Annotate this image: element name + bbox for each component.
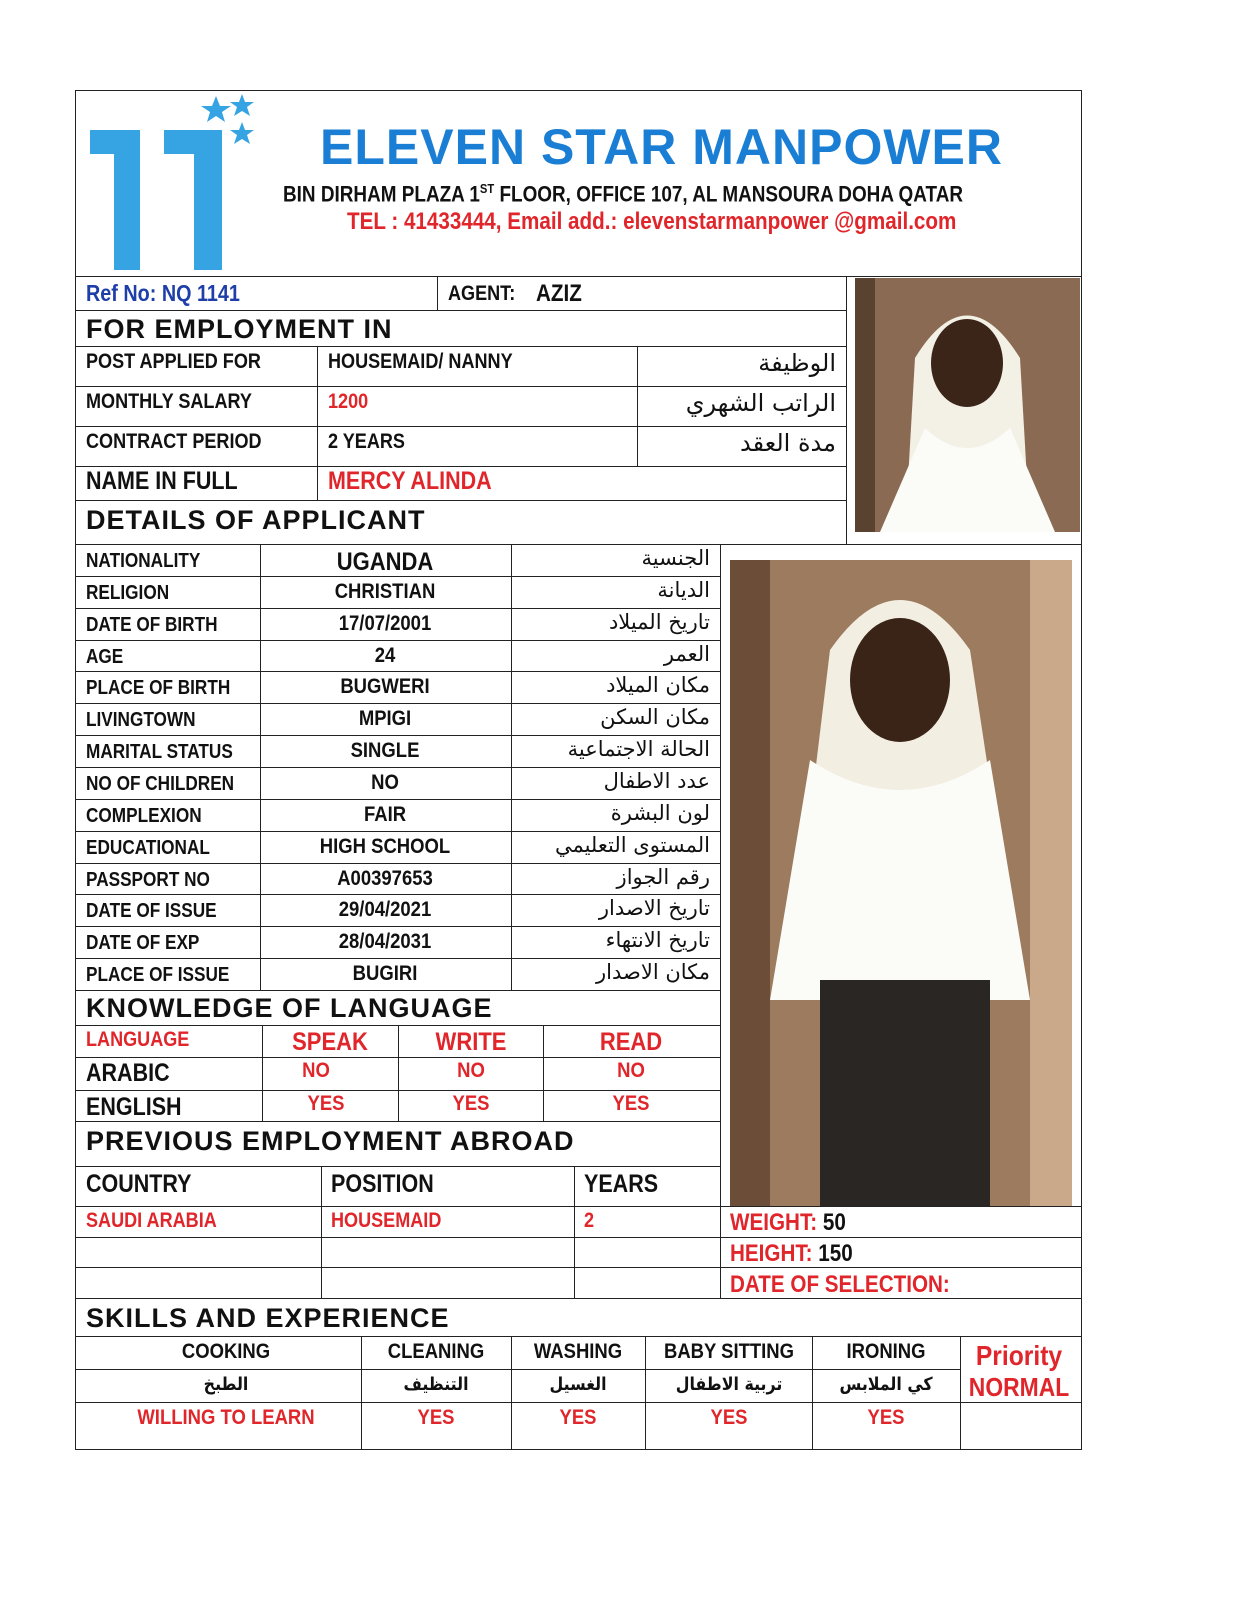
employment-arabic: مدة العقد: [740, 429, 836, 457]
skill-value: YES: [417, 1406, 455, 1429]
detail-value: SINGLE: [350, 739, 420, 763]
employment-value: HOUSEMAID/ NANNY: [328, 350, 513, 373]
detail-arabic: الجنسية: [641, 546, 710, 570]
detail-value: 28/04/2031: [338, 930, 432, 954]
detail-value: UGANDA: [336, 548, 434, 576]
detail-label: NO OF CHILDREN: [86, 773, 235, 795]
detail-value: HIGH SCHOOL: [319, 834, 451, 858]
priority-label: Priority: [975, 1340, 1063, 1371]
detail-arabic: الديانة: [657, 577, 710, 602]
row-divider: [75, 831, 720, 832]
detail-label: AGE: [86, 645, 124, 668]
detail-value: FAIR: [363, 802, 407, 826]
detail-label: RELIGION: [86, 581, 170, 604]
skill-name: BABY SITTING: [663, 1340, 794, 1363]
agent-value: AZIZ: [536, 280, 582, 307]
prev-position: HOUSEMAID: [331, 1209, 442, 1232]
detail-label: DATE OF ISSUE: [86, 900, 217, 923]
employment-label: CONTRACT PERIOD: [86, 430, 262, 453]
employment-label: POST APPLIED FOR: [86, 350, 261, 373]
prev-country: SAUDI ARABIA: [86, 1209, 217, 1232]
detail-label: PLACE OF BIRTH: [86, 677, 231, 700]
row-divider: [75, 386, 846, 387]
name-in-full-label: NAME IN FULL: [86, 467, 238, 495]
row-divider: [75, 576, 720, 577]
skill-name: CLEANING: [387, 1340, 485, 1363]
skill-value: WILLING TO LEARN: [137, 1406, 315, 1429]
applicant-name: MERCY ALINDA: [328, 467, 492, 495]
arabic-speak: NO: [302, 1059, 330, 1082]
header-divider: [75, 276, 1082, 277]
col-divider: [645, 1336, 646, 1450]
employment-label: MONTHLY SALARY: [86, 390, 252, 413]
skills-heading: SKILLS AND EXPERIENCE: [86, 1303, 450, 1333]
read-col-header: READ: [599, 1028, 663, 1056]
detail-arabic: مكان الميلاد: [606, 673, 710, 698]
prev-years: 2: [584, 1209, 595, 1232]
col-divider: [361, 1336, 362, 1450]
row-divider: [75, 863, 720, 864]
detail-label: COMPLEXION: [86, 804, 202, 827]
detail-label: DATE OF BIRTH: [86, 613, 218, 636]
star-icon: [230, 122, 254, 144]
detail-value: BUGWERI: [340, 675, 430, 699]
skill-value: YES: [867, 1406, 905, 1429]
logo-graphic: [84, 94, 264, 272]
detail-value: 17/07/2001: [338, 611, 432, 635]
detail-label: MARITAL STATUS: [86, 741, 233, 764]
row-divider: [75, 426, 846, 427]
english-write: YES: [452, 1092, 490, 1115]
company-name: ELEVEN STAR MANPOWER: [320, 119, 1003, 175]
detail-arabic: تاريخ الميلاد: [608, 609, 710, 634]
date-of-selection: DATE OF SELECTION:: [730, 1271, 950, 1298]
skill-value: YES: [710, 1406, 747, 1429]
company-contact: TEL : 41433444, Email add.: elevenstarmanpower @gmail.com: [347, 208, 957, 235]
detail-arabic: العمر: [663, 641, 710, 666]
ref-number: Ref No: NQ 1141: [86, 280, 240, 306]
arabic-read: NO: [617, 1059, 645, 1082]
priority-value: NORMAL: [968, 1372, 1070, 1402]
row-divider: [75, 703, 720, 704]
row-divider: [75, 767, 720, 768]
detail-arabic: رقم الجواز: [616, 864, 710, 889]
skill-name: WASHING: [533, 1340, 623, 1363]
skill-name: IRONING: [846, 1340, 926, 1363]
detail-label: NATIONALITY: [86, 550, 201, 572]
detail-arabic: لون البشرة: [610, 800, 710, 825]
skill-arabic: الغسيل: [549, 1374, 607, 1395]
detail-label: PASSPORT NO: [86, 868, 210, 891]
detail-value: 24: [374, 643, 396, 667]
detail-value: MPIGI: [358, 707, 412, 731]
english-speak: YES: [307, 1092, 345, 1115]
row-divider: [75, 894, 720, 895]
detail-label: EDUCATIONAL: [86, 836, 210, 859]
language-english: ENGLISH: [86, 1093, 182, 1121]
details-heading: DETAILS OF APPLICANT: [86, 505, 426, 535]
detail-value: A00397653: [337, 866, 433, 890]
write-col-header: WRITE: [435, 1028, 507, 1056]
row-divider: [75, 799, 720, 800]
detail-value: NO: [371, 771, 399, 794]
star-icon: [230, 94, 254, 116]
detail-arabic: عدد الاطفال: [603, 769, 710, 793]
col-divider: [812, 1336, 813, 1450]
col-divider: [960, 1336, 961, 1450]
detail-arabic: مكان السكن: [600, 705, 710, 730]
language-heading: KNOWLEDGE OF LANGUAGE: [86, 993, 493, 1023]
skill-name: COOKING: [181, 1340, 271, 1363]
employment-arabic: الوظيفة: [758, 349, 836, 377]
detail-label: PLACE OF ISSUE: [86, 964, 230, 987]
skill-arabic: الطبخ: [203, 1374, 249, 1395]
detail-arabic: تاريخ الانتهاء: [605, 928, 710, 953]
employment-heading: FOR EMPLOYMENT IN: [86, 314, 393, 344]
language-arabic: ARABIC: [86, 1059, 170, 1087]
arabic-write: NO: [457, 1059, 485, 1082]
detail-arabic: الحالة الاجتماعية: [567, 737, 710, 762]
skill-arabic: تربية الاطفال: [675, 1374, 782, 1395]
detail-arabic: تاريخ الاصدار: [598, 896, 710, 921]
row-divider: [75, 640, 720, 641]
country-col-header: COUNTRY: [86, 1170, 192, 1198]
applicant-photo-full: [730, 560, 1072, 1206]
english-read: YES: [612, 1092, 650, 1115]
speak-col-header: SPEAK: [292, 1028, 368, 1056]
height: HEIGHT: 150: [730, 1240, 853, 1267]
row-divider: [75, 671, 720, 672]
detail-value: BUGIRI: [352, 962, 418, 986]
detail-label: LIVINGTOWN: [86, 709, 196, 732]
applicant-photo-portrait: [855, 278, 1080, 532]
employment-arabic: الراتب الشهري: [685, 389, 836, 417]
employment-value: 2 YEARS: [328, 430, 405, 453]
company-logo: [84, 94, 264, 272]
weight: WEIGHT: 50: [730, 1209, 846, 1236]
detail-value: CHRISTIAN: [334, 579, 436, 603]
skill-arabic: كي الملابس: [839, 1374, 933, 1395]
previous-heading: PREVIOUS EMPLOYMENT ABROAD: [86, 1126, 575, 1156]
detail-value: 29/04/2021: [338, 898, 432, 922]
col-divider: [511, 1336, 512, 1450]
position-col-header: POSITION: [331, 1170, 434, 1198]
row-divider: [75, 926, 720, 927]
employment-value: 1200: [328, 390, 369, 413]
row-divider: [75, 958, 720, 959]
years-col-header: YEARS: [584, 1170, 659, 1198]
star-icon: [201, 96, 231, 122]
row-divider: [75, 735, 720, 736]
detail-arabic: مكان الاصدار: [596, 960, 710, 985]
agent-label: AGENT:: [448, 282, 516, 305]
detail-arabic: المستوى التعليمي: [554, 832, 710, 857]
company-address: BIN DIRHAM PLAZA 1ST FLOOR, OFFICE 107, AL MANSOURA DOHA QATAR: [283, 181, 964, 207]
detail-label: DATE OF EXP: [86, 932, 200, 955]
row-divider: [75, 608, 720, 609]
skill-value: YES: [559, 1406, 597, 1429]
skill-arabic: التنظيف: [403, 1374, 469, 1395]
language-col-header: LANGUAGE: [86, 1028, 190, 1051]
